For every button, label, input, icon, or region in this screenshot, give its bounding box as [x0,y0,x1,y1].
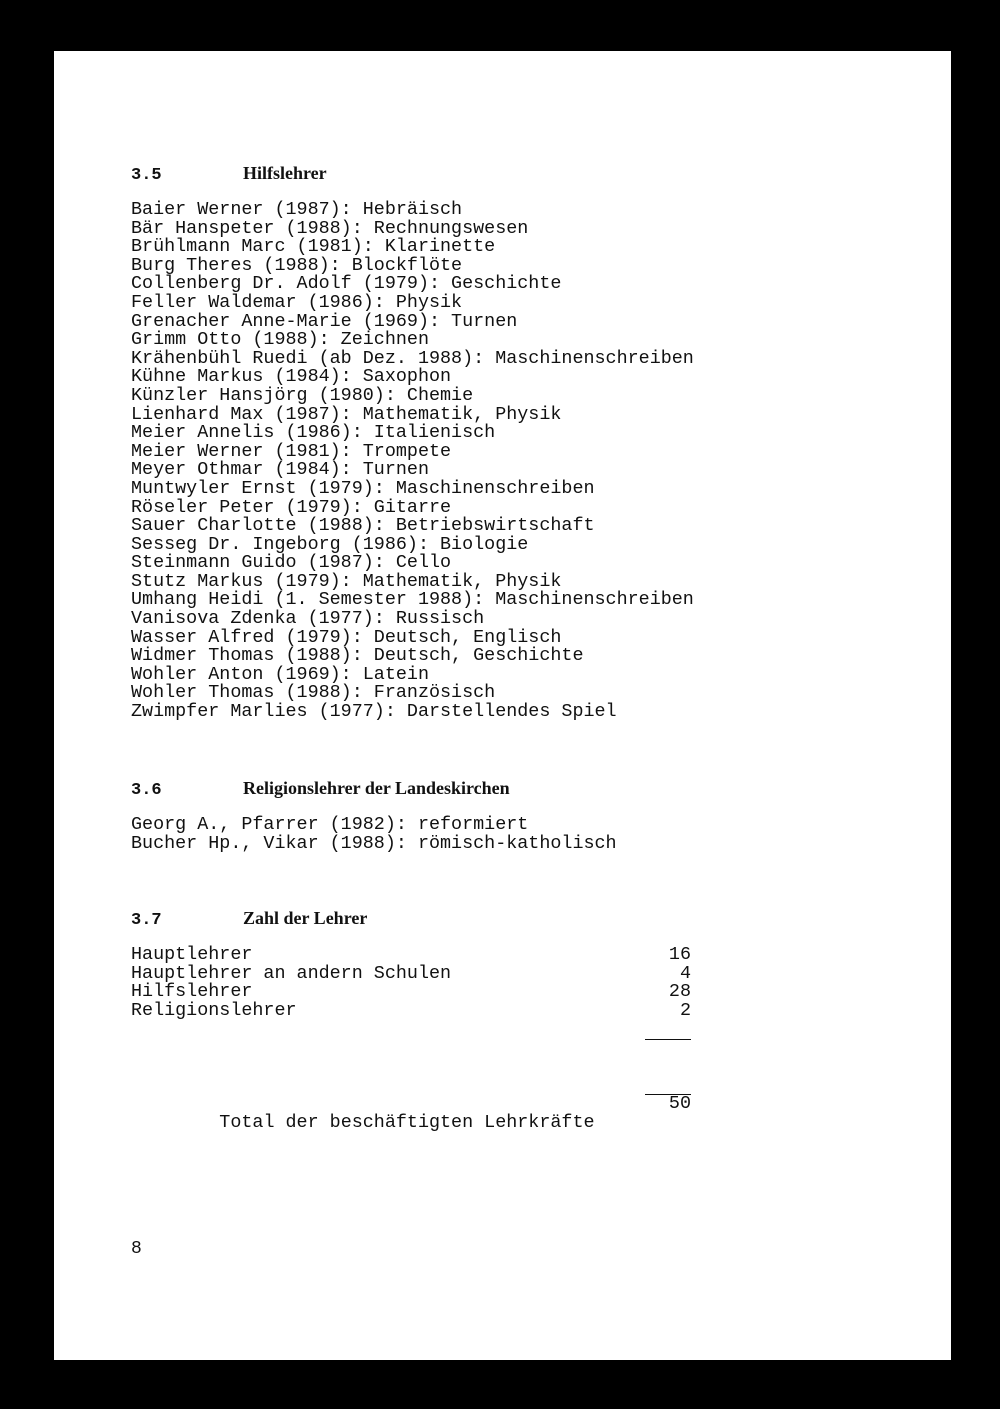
section-title: Zahl der Lehrer [243,908,368,928]
list-item: Steinmann Guido (1987): Cello [131,552,452,574]
list-item: Baier Werner (1987): Hebräisch [131,199,463,220]
list-item: Künzler Hansjörg (1980): Chemie [131,384,474,406]
list-item: Lienhard Max (1987): Mathematik, Physik [131,403,562,425]
row-label: Hauptlehrer an andern Schulen [131,962,452,984]
list-item: Bär Hanspeter (1988): Rechnungswesen [131,217,529,239]
row-label: Hauptlehrer [131,944,253,965]
row-value: 2 [679,999,691,1021]
list-item: Wasser Alfred (1979): Deutsch, Englisch [131,626,562,648]
list-item: Röseler Peter (1979): Gitarre [131,496,452,518]
total-row-container [131,1058,691,1151]
hilfslehrer-list [131,201,694,722]
section-heading-zahl [131,908,367,931]
section-number: 3.7 [131,911,162,930]
row-label: Religionslehrer [131,999,297,1021]
religionslehrer-list [131,816,617,853]
table-row [131,999,691,1021]
list-item: Georg A., Pfarrer (1982): reformiert [131,814,529,835]
section-heading-hilfslehrer [131,163,327,186]
section-title: Hilfslehrer [243,163,327,183]
total-double-rule [645,1094,691,1095]
total-label: Total der beschäftigten Lehrkräfte [219,1111,595,1133]
list-item: Muntwyler Ernst (1979): Maschinenschreiben [131,477,595,499]
list-item: Zwimpfer Marlies (1977): Darstellendes Spiel [131,701,617,723]
teacher-count-table [131,946,691,1020]
section-heading-religionslehrer [131,778,510,801]
list-item: Bucher Hp., Vikar (1988): römisch-katholisch [131,832,617,854]
list-item: Vanisova Zdenka (1977): Russisch [131,608,485,630]
list-item: Sauer Charlotte (1988): Betriebswirtschaft [131,515,595,537]
list-item: Umhang Heidi (1. Semester 1988): Maschinenschreiben [131,589,694,611]
total-value: 50 [668,1093,691,1115]
section-number: 3.6 [131,781,162,800]
row-value: 28 [668,981,691,1003]
document-page [54,51,951,1360]
list-item: Widmer Thomas (1988): Deutsch, Geschichte [131,645,584,667]
row-value: 16 [668,944,691,965]
list-item: Wohler Thomas (1988): Französisch [131,682,496,704]
list-item: Grenacher Anne-Marie (1969): Turnen [131,310,518,332]
list-item: Burg Theres (1988): Blockflöte [131,254,463,276]
list-item: Brühlmann Marc (1981): Klarinette [131,236,496,258]
list-item: Kühne Markus (1984): Saxophon [131,366,452,388]
list-item: Meier Annelis (1986): Italienisch [131,422,496,444]
list-item: Sesseg Dr. Ingeborg (1986): Biologie [131,533,529,555]
row-label: Hilfslehrer [131,981,253,1003]
list-item: Grimm Otto (1988): Zeichnen [131,329,429,351]
sum-rule [645,1039,691,1040]
page-number: 8 [131,1239,142,1259]
list-item: Krähenbühl Ruedi (ab Dez. 1988): Maschinenschreiben [131,347,694,369]
list-item: Meier Werner (1981): Trompete [131,440,452,462]
row-value: 4 [679,962,691,984]
section-number: 3.5 [131,166,162,185]
list-item: Wohler Anton (1969): Latein [131,663,429,685]
list-item: Stutz Markus (1979): Mathematik, Physik [131,570,562,592]
list-item: Meyer Othmar (1984): Turnen [131,459,429,481]
list-item: Collenberg Dr. Adolf (1979): Geschichte [131,273,562,295]
list-item: Feller Waldemar (1986): Physik [131,291,463,313]
total-row [131,1093,691,1133]
section-title: Religionslehrer der Landeskirchen [243,778,510,798]
